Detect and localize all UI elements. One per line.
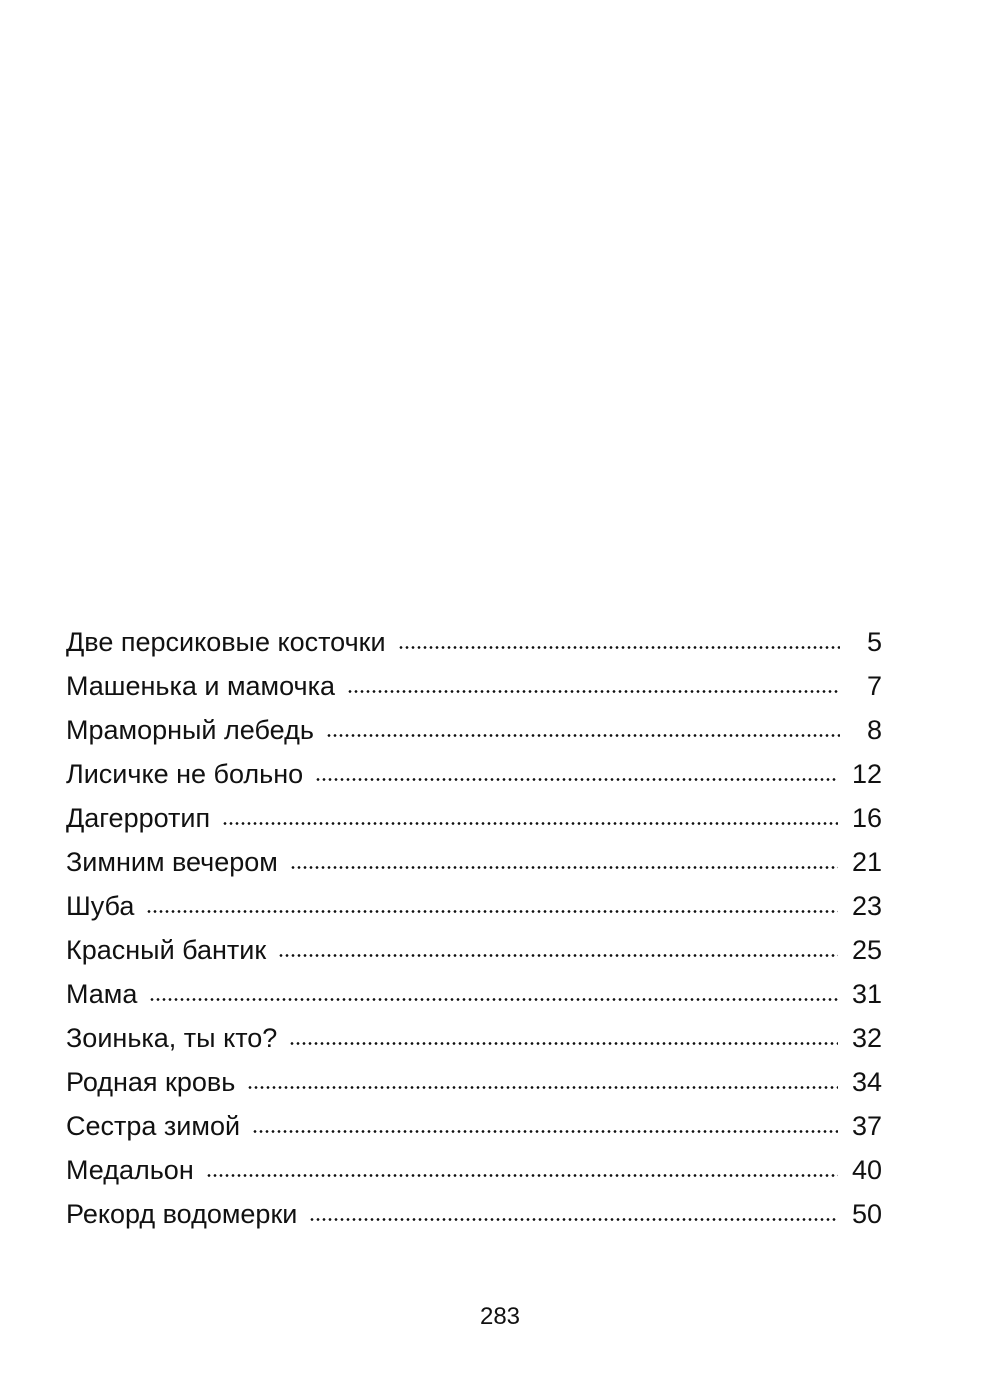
toc-entry-title: Медальон (66, 1155, 194, 1185)
toc-entry-page: 21 (851, 847, 882, 877)
toc-entry-page: 7 (866, 671, 882, 701)
toc-entry (66, 708, 882, 752)
dot-leader (398, 646, 840, 649)
toc-entry-page: 8 (866, 715, 882, 745)
toc-entry-page: 5 (866, 627, 882, 657)
toc-entry (66, 884, 882, 928)
toc-entry (66, 972, 882, 1016)
toc-entry (66, 664, 882, 708)
toc-entry-page: 31 (851, 979, 882, 1009)
dot-leader (146, 910, 838, 913)
toc-entry (66, 796, 882, 840)
dot-leader (315, 778, 838, 781)
dot-leader (289, 1042, 838, 1045)
dot-leader (347, 690, 840, 693)
table-of-contents (66, 620, 882, 1236)
toc-entry-page: 16 (851, 803, 882, 833)
page-number: 283 (479, 1303, 521, 1330)
dot-leader (326, 734, 840, 737)
toc-entry-title: Две персиковые косточки (66, 627, 386, 657)
toc-entry (66, 752, 882, 796)
toc-entry-title: Мраморный лебедь (66, 715, 314, 745)
toc-entry (66, 928, 882, 972)
dot-leader (222, 822, 838, 825)
toc-entry-page: 50 (851, 1199, 882, 1229)
dot-leader (290, 866, 838, 869)
dot-leader (309, 1218, 838, 1221)
toc-entry (66, 840, 882, 884)
toc-entry-title: Родная кровь (66, 1067, 236, 1097)
toc-entry (66, 1148, 882, 1192)
toc-entry-title: Рекорд водомерки (66, 1199, 298, 1229)
toc-entry-page: 12 (851, 759, 882, 789)
toc-entry (66, 1016, 882, 1060)
toc-entry-page: 32 (851, 1023, 882, 1053)
toc-entry-title: Шуба (66, 891, 135, 921)
toc-entry-page: 34 (851, 1067, 882, 1097)
toc-entry-page: 40 (851, 1155, 882, 1185)
toc-entry (66, 1192, 882, 1236)
toc-entry (66, 620, 882, 664)
dot-leader (247, 1086, 838, 1089)
dot-leader (252, 1130, 838, 1133)
toc-entry-title: Машенька и мамочка (66, 671, 336, 701)
toc-entry-page: 23 (851, 891, 882, 921)
toc-entry-title: Зимним вечером (66, 847, 278, 877)
dot-leader (278, 954, 838, 957)
dot-leader (206, 1174, 838, 1177)
toc-entry-title: Лисичке не больно (66, 759, 304, 789)
dot-leader (149, 998, 838, 1001)
toc-entry (66, 1104, 882, 1148)
toc-entry-page: 25 (851, 935, 882, 965)
toc-entry-title: Мама (66, 979, 138, 1009)
toc-entry-title: Сестра зимой (66, 1111, 241, 1141)
toc-entry-title: Зоинька, ты кто? (66, 1023, 278, 1053)
toc-entry-page: 37 (851, 1111, 882, 1141)
toc-entry-title: Дагерротип (66, 803, 211, 833)
toc-entry (66, 1060, 882, 1104)
toc-entry-title: Красный бантик (66, 935, 267, 965)
